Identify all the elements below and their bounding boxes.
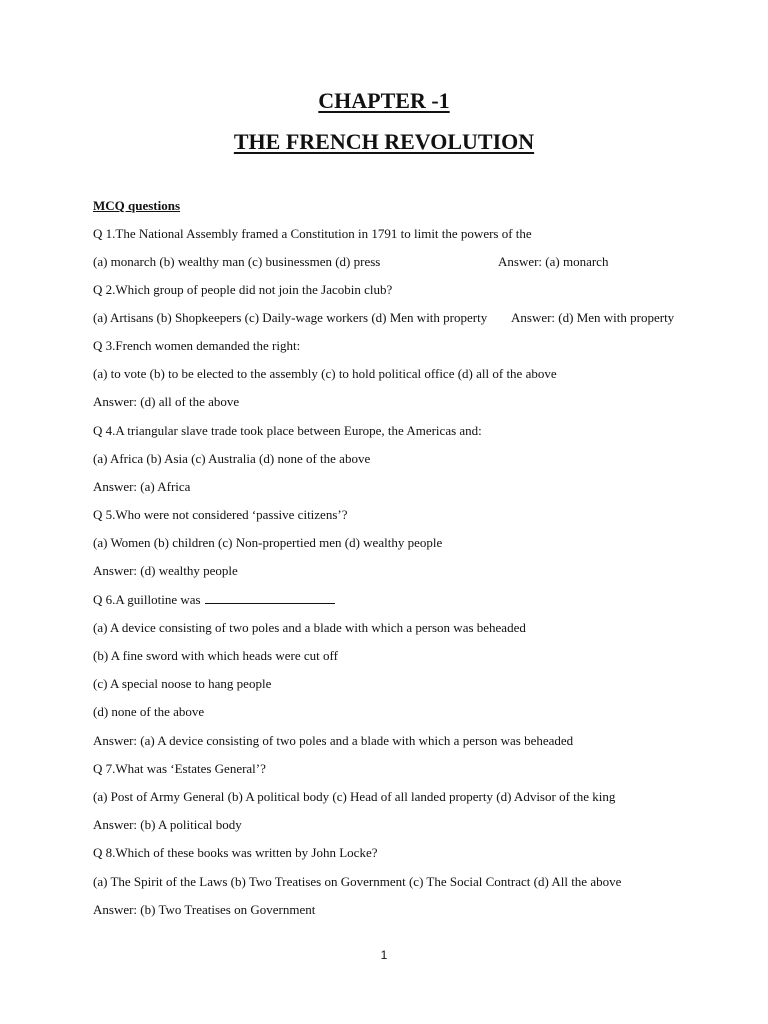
question-7-options: (a) Post of Army General (b) A political body (c) Head of all landed property (d) Advisor of the king (93, 789, 616, 804)
question-1-answer: Answer: (a) monarch (498, 254, 609, 269)
question-3: Q 3.French women demanded the right: (93, 338, 301, 353)
question-5-options: (a) Women (b) children (c) Non-propertied men (d) wealthy people (93, 535, 443, 550)
question-6-answer: Answer: (a) A device consisting of two poles and a blade with which a person was beheaded (93, 733, 574, 748)
question-6-option-d: (d) none of the above (93, 704, 205, 719)
chapter-title: THE FRENCH REVOLUTION (233, 129, 535, 154)
question-7: Q 7.What was ‘Estates General’? (93, 761, 266, 776)
question-6-option-b: (b) A fine sword with which heads were cut off (93, 648, 338, 663)
question-7-answer: Answer: (b) A political body (93, 817, 242, 832)
question-1: Q 1.The National Assembly framed a Constitution in 1791 to limit the powers of the (93, 226, 532, 241)
question-6: Q 6.A guillotine was (93, 592, 201, 607)
question-2: Q 2.Which group of people did not join the Jacobin club? (93, 282, 393, 297)
question-5-answer: Answer: (d) wealthy people (93, 563, 238, 578)
chapter-heading: CHAPTER -1 (318, 88, 450, 113)
question-3-answer: Answer: (d) all of the above (93, 394, 240, 409)
question-1-options: (a) monarch (b) wealthy man (c) businessmen (d) press (93, 254, 381, 269)
question-6-option-c: (c) A special noose to hang people (93, 676, 272, 691)
question-8-answer: Answer: (b) Two Treatises on Government (93, 902, 316, 917)
question-4: Q 4.A triangular slave trade took place between Europe, the Americas and: (93, 423, 482, 438)
question-4-answer: Answer: (a) Africa (93, 479, 191, 494)
question-8: Q 8.Which of these books was written by John Locke? (93, 845, 378, 860)
fill-in-blank (205, 592, 335, 604)
question-3-options: (a) to vote (b) to be elected to the assembly (c) to hold political office (d) all of the above (93, 366, 557, 381)
question-4-options: (a) Africa (b) Asia (c) Australia (d) none of the above (93, 451, 371, 466)
question-2-answer: Answer: (d) Men with property (511, 310, 675, 325)
question-8-options: (a) The Spirit of the Laws (b) Two Treatises on Government (c) The Social Contract (d) All the above (93, 874, 622, 889)
page-number: 1 (380, 948, 388, 962)
question-6-option-a: (a) A device consisting of two poles and a blade with which a person was beheaded (93, 620, 526, 635)
question-2-options: (a) Artisans (b) Shopkeepers (c) Daily-wage workers (d) Men with property (93, 310, 488, 325)
question-5: Q 5.Who were not considered ‘passive citizens’? (93, 507, 348, 522)
section-title: MCQ questions (93, 198, 181, 213)
question-6-line (93, 592, 335, 608)
